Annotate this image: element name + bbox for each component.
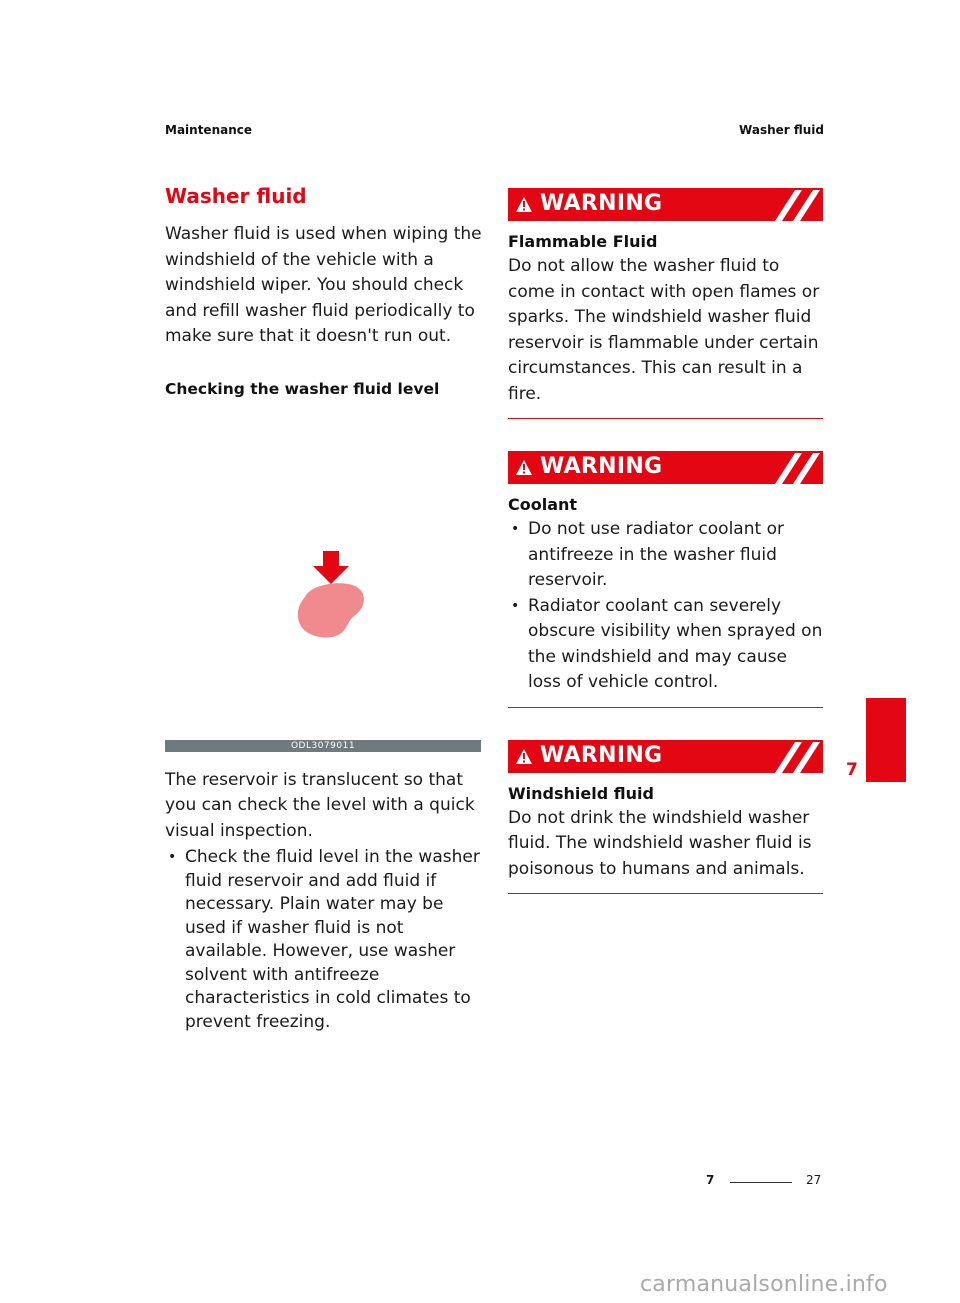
page-number: 27 — [806, 1173, 822, 1187]
running-header-topic: Washer fluid — [739, 123, 824, 137]
footer-divider — [730, 1182, 792, 1183]
warning-label: WARNING — [540, 191, 663, 216]
slash-decoration-icon — [771, 451, 823, 484]
left-column — [165, 184, 483, 1034]
chapter-number: 7 — [846, 760, 858, 780]
warning-coolant — [508, 451, 823, 708]
slash-decoration-icon — [771, 188, 823, 221]
running-header-section: Maintenance — [165, 123, 253, 137]
coolant-bullets — [508, 517, 823, 696]
warning-label: WARNING — [540, 454, 663, 479]
warning-flammable — [508, 188, 823, 419]
intro-paragraph: Washer fluid is used when wiping the windshield of the vehicle with a windshield wiper. You should check and refill washer fluid periodically to make sure that it doesn't run out. — [165, 224, 482, 346]
warning-triangle-icon — [516, 197, 532, 212]
subheading-check-level: Checking the washer fluid level — [165, 379, 440, 398]
warning-title: Windshield fluid — [508, 783, 654, 803]
chapter-tab — [866, 698, 906, 782]
reservoir-illustration — [165, 462, 481, 752]
warning-triangle-icon — [516, 460, 532, 475]
warning-triangle-icon — [516, 749, 532, 764]
bullet-item: • Do not use radiator coolant or antifreeze in the washer fluid reservoir. — [508, 517, 823, 594]
warning-banner — [508, 188, 823, 221]
warning-banner — [508, 451, 823, 484]
right-column — [508, 188, 823, 926]
translucent-paragraph: The reservoir is translucent so that you can check the level with a quick visual inspection. — [165, 769, 475, 841]
bullet-item: • Check the fluid level in the washer fluid reservoir and add fluid if necessary. Plain water may be used if washer fluid is not available. However, use washer solvent with antifreeze characteristics in cold climates to prevent freezing. — [165, 846, 483, 1034]
section-title: Washer fluid — [165, 184, 307, 208]
reservoir-cap-shape — [298, 583, 364, 637]
warning-title: Coolant — [508, 495, 578, 514]
warning-text: Do not drink the windshield washer fluid. The windshield washer fluid is poisonous to humans and animals. — [508, 807, 812, 879]
down-arrow-icon — [313, 551, 349, 584]
warning-text: Do not allow the washer fluid to come in contact with open flames or sparks. The windshield washer fluid reservoir is flammable under certain circumstances. This can result in a fire. — [508, 256, 820, 404]
watermark: carmanualsonline.info — [640, 1272, 888, 1297]
footer-chapter: 7 — [706, 1173, 715, 1187]
bullet-item: • Radiator coolant can severely obscure visibility when sprayed on the windshield and may cause loss of vehicle control. — [508, 594, 823, 696]
figure-code: ODL3079011 — [165, 740, 481, 752]
warning-banner — [508, 740, 823, 773]
warning-label: WARNING — [540, 742, 663, 768]
reservoir-figure — [165, 462, 481, 752]
check-bullets — [165, 846, 483, 1034]
warning-windshield-fluid — [508, 740, 823, 895]
warning-title: Flammable Fluid — [508, 232, 658, 251]
slash-decoration-icon — [771, 740, 823, 773]
